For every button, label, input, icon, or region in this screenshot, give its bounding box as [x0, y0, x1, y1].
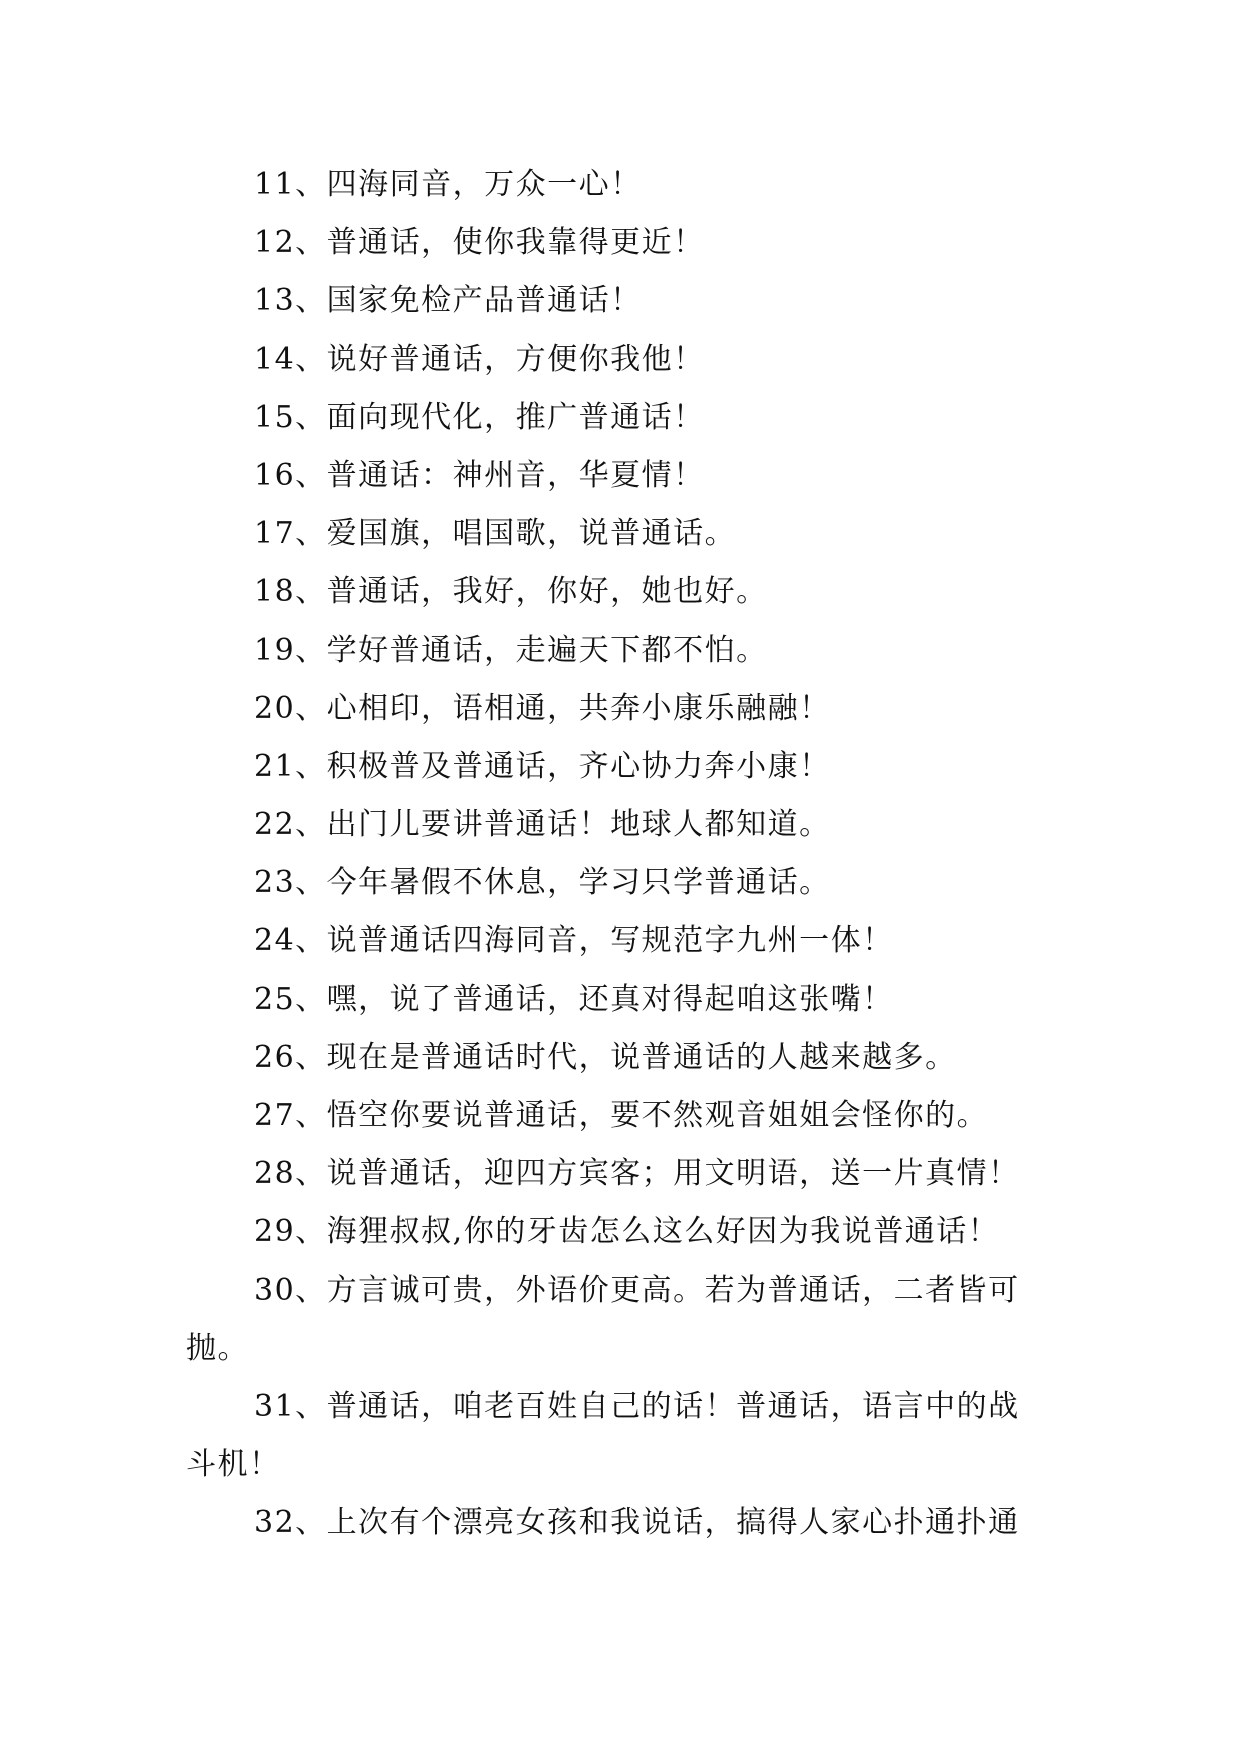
slogan-line-14: 14、说好普通话，方便你我他！ [254, 341, 705, 377]
slogan-line-21: 21、积极普及普通话，齐心协力奔小康！ [254, 748, 831, 784]
slogan-line-18: 18、普通话，我好，你好，她也好。 [254, 574, 768, 610]
slogan-line-17: 17、爱国旗，唱国歌，说普通话。 [254, 516, 737, 552]
slogan-line-12: 12、普通话，使你我靠得更近！ [254, 225, 705, 261]
slogan-line-30: 30、方言诚可贵，外语价更高。若为普通话，二者皆可 [254, 1272, 1020, 1308]
slogan-line-15: 15、面向现代化，推广普通话！ [254, 399, 705, 435]
slogan-line-13: 13、国家免检产品普通话！ [254, 283, 642, 319]
slogan-line-25: 25、嘿，说了普通话，还真对得起咱这张嘴！ [254, 981, 894, 1017]
slogan-line-19: 19、学好普通话，走遍天下都不怕。 [254, 632, 768, 668]
slogan-line-31-continued: 斗机！ [186, 1447, 281, 1483]
slogan-line-26: 26、现在是普通话时代，说普通话的人越来越多。 [254, 1039, 957, 1075]
slogan-line-23: 23、今年暑假不休息，学习只学普通话。 [254, 865, 831, 901]
slogan-line-27: 27、悟空你要说普通话，要不然观音姐姐会怪你的。 [254, 1098, 989, 1133]
slogan-line-16: 16、普通话：神州音，华夏情！ [254, 457, 705, 493]
slogan-line-22: 22、出门儿要讲普通话！地球人都知道。 [254, 807, 831, 843]
slogan-line-28: 28、说普通话，迎四方宾客；用文明语，送一片真情！ [254, 1156, 1020, 1192]
slogan-line-20: 20、心相印，语相通，共奔小康乐融融！ [254, 690, 831, 726]
slogan-line-24: 24、说普通话四海同音，写规范字九州一体！ [254, 923, 894, 959]
slogan-list [186, 156, 1056, 1553]
slogan-line-29: 29、海狸叔叔,你的牙齿怎么这么好因为我说普通话！ [254, 1214, 1000, 1250]
slogan-line-30-continued: 抛。 [186, 1330, 249, 1366]
slogan-line-32: 32、上次有个漂亮女孩和我说话，搞得人家心扑通扑通 [254, 1505, 1020, 1541]
slogan-line-11: 11、四海同音，万众一心！ [254, 167, 642, 202]
slogan-line-31: 31、普通话，咱老百姓自己的话！普通话，语言中的战 [254, 1388, 1020, 1424]
